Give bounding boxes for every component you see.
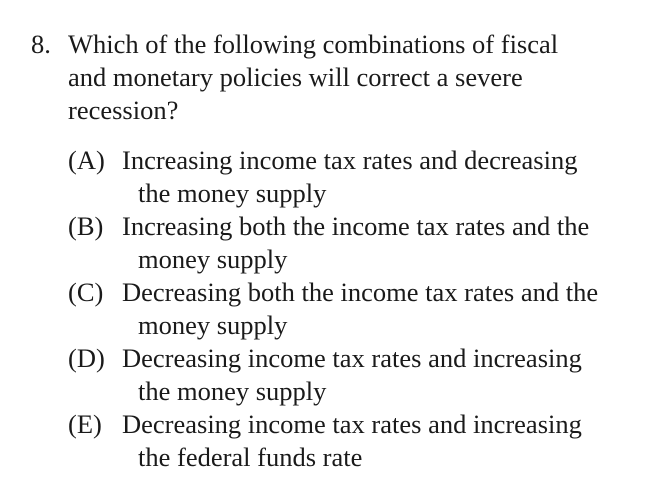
choice-text-line: the money supply <box>138 376 327 406</box>
question-stem-line: and monetary policies will correct a severe <box>68 62 523 92</box>
choice-e <box>68 408 648 474</box>
choice-text <box>122 342 652 408</box>
choice-label: (A) <box>68 145 105 175</box>
choice-label: (B) <box>68 211 104 241</box>
choice-a <box>68 144 648 210</box>
choice-text-line: Decreasing both the income tax rates and the <box>122 277 599 307</box>
choice-label: (C) <box>68 277 104 307</box>
choice-text <box>122 210 652 276</box>
choice-b <box>68 210 648 276</box>
question-number: 8. <box>31 29 51 59</box>
choice-label: (D) <box>68 343 105 373</box>
choice-c <box>68 276 648 342</box>
choice-d <box>68 342 648 408</box>
choice-label: (E) <box>68 409 102 439</box>
choice-text-line: Increasing income tax rates and decreasing <box>122 145 578 175</box>
question-stem-line: recession? <box>68 95 179 125</box>
question-stem-line: Which of the following combinations of fiscal <box>68 29 559 59</box>
choice-text <box>122 276 652 342</box>
choice-text-line: money supply <box>138 244 288 274</box>
choice-text <box>122 144 652 210</box>
question-stem <box>68 28 638 127</box>
choice-text <box>122 408 652 474</box>
choice-text-line: the federal funds rate <box>138 442 363 472</box>
choice-text-line: the money supply <box>138 178 327 208</box>
answer-choices <box>68 144 648 474</box>
choice-text-line: Decreasing income tax rates and increasing <box>122 409 582 439</box>
choice-text-line: money supply <box>138 310 288 340</box>
choice-text-line: Decreasing income tax rates and increasing <box>122 343 582 373</box>
choice-text-line: Increasing both the income tax rates and the <box>122 211 590 241</box>
